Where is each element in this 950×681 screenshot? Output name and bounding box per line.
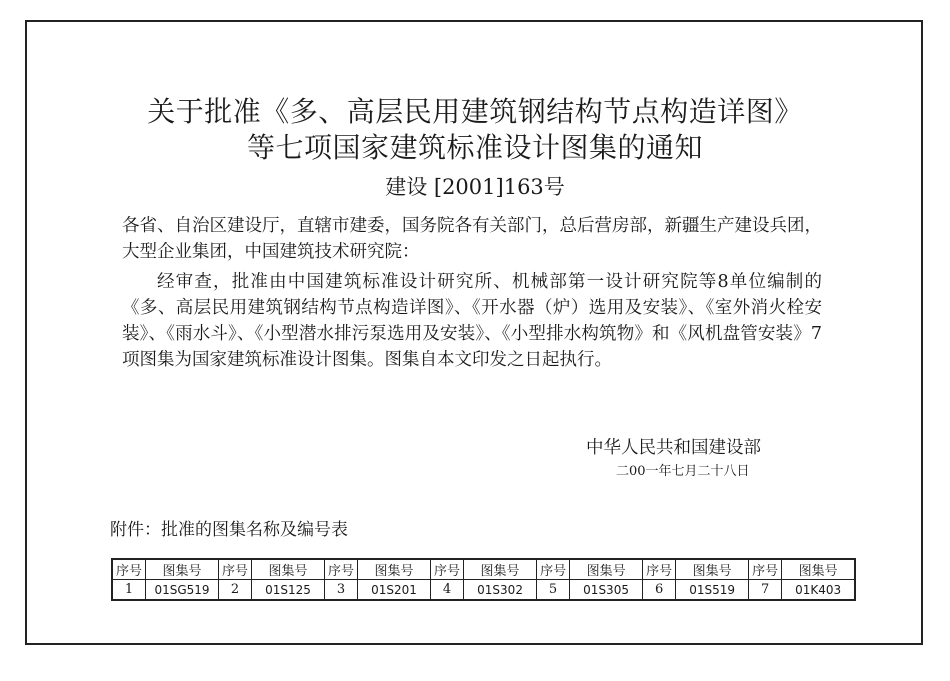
atlas-code-cell: 01SG519 xyxy=(146,580,219,601)
header-seq-cell: 序号 xyxy=(643,559,676,580)
atlas-code-cell: 01S519 xyxy=(676,580,749,601)
notice-title-line-1: 关于批准《多、高层民用建筑钢结构节点构造详图》 xyxy=(147,95,803,128)
table-header-row xyxy=(112,559,855,580)
table-row xyxy=(112,580,855,601)
atlas-code-cell: 01S302 xyxy=(464,580,537,601)
seq-cell: 1 xyxy=(112,580,146,601)
issue-date: 二00一年七月二十八日 xyxy=(616,464,750,479)
seq-cell: 7 xyxy=(749,580,782,601)
header-seq-cell: 序号 xyxy=(112,559,146,580)
header-code-cell: 图集号 xyxy=(146,559,219,580)
header-code-cell: 图集号 xyxy=(570,559,643,580)
header-code-cell: 图集号 xyxy=(252,559,325,580)
header-seq-cell: 序号 xyxy=(537,559,570,580)
seq-cell: 6 xyxy=(643,580,676,601)
attachment-label: 附件：批准的图集名称及编号表 xyxy=(110,520,348,540)
header-seq-cell: 序号 xyxy=(431,559,464,580)
issuing-authority: 中华人民共和国建设部 xyxy=(586,438,761,458)
header-seq-cell: 序号 xyxy=(219,559,252,580)
seq-cell: 2 xyxy=(219,580,252,601)
atlas-code-cell: 01S125 xyxy=(252,580,325,601)
seq-cell: 5 xyxy=(537,580,570,601)
body-paragraph: 经审查，批准由中国建筑标准设计研究所、机械部第一设计研究院等8单位编制的《多、高层民用建筑钢结构节点构造详图》、《开水器（炉）选用及安装》、《室外消火栓安装》、《雨水斗》、《小型潜水排污泵选用及安装》、《小型排水构筑物》和《风机盘管安装》7项图集为国家建筑标准设计图集。图集自本文印发之日起执行。 xyxy=(122,272,822,370)
document-number: 建设 [2001]163号 xyxy=(385,175,565,199)
seq-cell: 4 xyxy=(431,580,464,601)
header-code-cell: 图集号 xyxy=(358,559,431,580)
header-seq-cell: 序号 xyxy=(749,559,782,580)
addressee-paragraph: 各省、自治区建设厅，直辖市建委，国务院各有关部门，总后营房部，新疆生产建设兵团，大型企业集团，中国建筑技术研究院： xyxy=(122,216,822,262)
atlas-number-table xyxy=(111,558,856,601)
notice-title-line-2: 等七项国家建筑标准设计图集的通知 xyxy=(246,131,703,164)
header-code-cell: 图集号 xyxy=(676,559,749,580)
header-seq-cell: 序号 xyxy=(325,559,358,580)
atlas-code-cell: 01K403 xyxy=(782,580,856,601)
header-code-cell: 图集号 xyxy=(782,559,856,580)
atlas-code-cell: 01S305 xyxy=(570,580,643,601)
atlas-code-cell: 01S201 xyxy=(358,580,431,601)
header-code-cell: 图集号 xyxy=(464,559,537,580)
seq-cell: 3 xyxy=(325,580,358,601)
